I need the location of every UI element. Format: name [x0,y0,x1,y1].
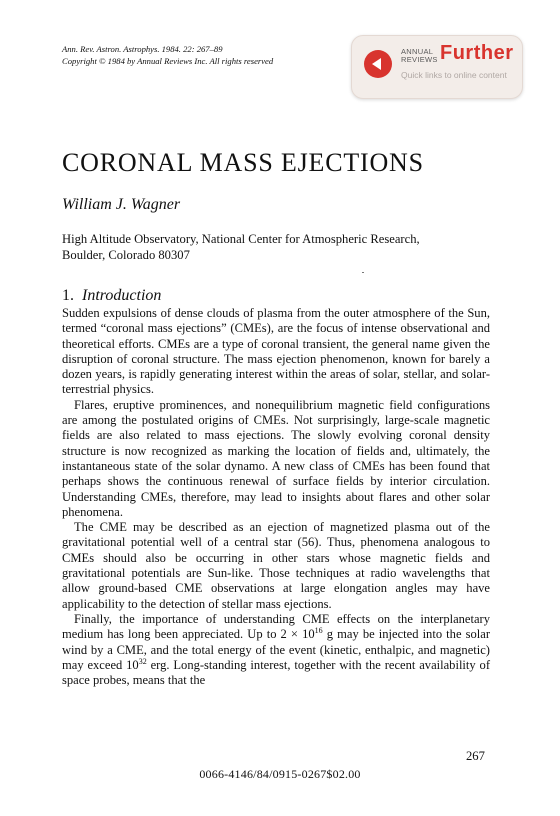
journal-citation [62,44,342,67]
section-heading [62,287,161,305]
affiliation-line-2: Boulder, Colorado 80307 [62,248,190,262]
section-title: Introduction [82,287,162,304]
author-affiliation [62,231,490,263]
paragraph-4 [62,612,490,688]
badge-publisher [401,48,438,64]
journal-line-1: Ann. Rev. Astron. Astrophys. 1984. 22: 267–89 [62,44,223,54]
article-author: William J. Wagner [62,196,181,213]
exponent-16: 16 [314,626,323,636]
badge-further-text: Further [440,42,514,64]
badge-annual-text: ANNUAL [401,47,434,56]
paragraph-2: Flares, eruptive prominences, and nonequilibrium magnetic field configurations are among the postulated origins of CMEs. Not surprisingly, large-scale magnetic fields are also related to mass ejections. The slowly evolving coronal density structure is now recognized as marking the location of fields and, ultimately, the instantaneous state of the solar dynamo. A new class of CMEs has been found that perhaps shows the continuous renewal of surface fields by interior circulation. Understanding CMEs, therefore, may lead to insights about flares and other solar phenomena. [62,397,490,519]
arrow-left-icon [364,50,392,78]
scan-mark [362,272,364,273]
badge-quick-links-text[interactable]: Quick links to online content [401,70,507,80]
article-title: CORONAL MASS EJECTIONS [62,148,424,177]
paragraph-4-part-2: g may be injected into the solar wind by a CME, and the total energy of the event (kinetic, enthalpic, and magnetic) may exceed 10 [62,627,490,672]
footer-code: 0066-4146/84/0915-0267$02.00 [199,767,361,781]
annual-reviews-further-badge[interactable] [351,35,523,99]
paragraph-1: Sudden expulsions of dense clouds of plasma from the outer atmosphere of the Sun, termed “coronal mass ejections” (CMEs), are the focus of intense observational and theoretical efforts. CMEs are a type of coronal transient, the general name given the disruption of coronal structure. The mass ejection phenomenon, known for barely a dozen years, is rapidly generating interest within the areas of solar, stellar, and solar-terrestrial physics. [62,306,490,397]
exponent-32: 32 [138,656,147,666]
paragraph-4-part-1: Finally, the importance of understanding CME effects on the interplanetary medium has long been appreciated. Up to 2 × 10 [62,611,490,642]
badge-reviews-text: REVIEWS [401,55,438,64]
section-number: 1. [62,287,74,304]
paragraph-3: The CME may be described as an ejection of magnetized plasma out of the gravitational potential well of a central star (56). Thus, phenomena analogous to CMEs should also be occurring in other stars whose magnetic fields and gravitational potentials are Sun-like. Those techniques at radio wavelengths that allow ground-based CME observations at large elongation angles may have applicability to the detection of stellar mass ejections. [62,520,490,611]
journal-line-2: Copyright © 1984 by Annual Reviews Inc. All rights reserved [62,55,274,66]
paragraph-4-part-3: erg. Long-standing interest, together with the recent availability of space probes, means that the [62,657,490,688]
article-body [62,306,490,688]
page-number: 267 [466,749,485,763]
affiliation-line-1: High Altitude Observatory, National Center for Atmospheric Research, [62,232,420,246]
